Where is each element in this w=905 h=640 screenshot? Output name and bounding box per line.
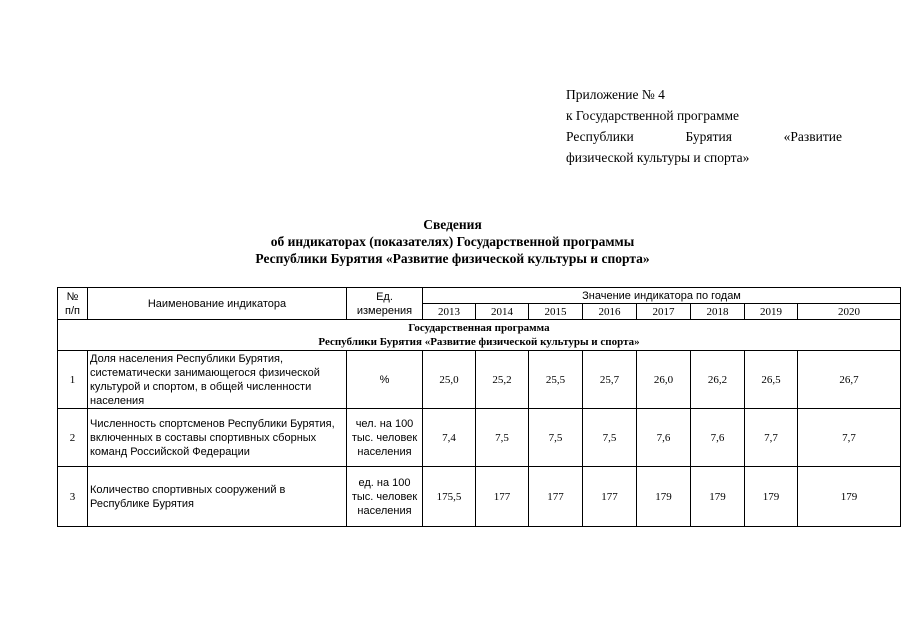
row-number: 1 (58, 351, 88, 409)
value-cell: 26,0 (637, 351, 691, 409)
value-cell: 177 (476, 467, 529, 527)
appendix-program-name: физической культуры и спорта» (566, 150, 750, 165)
value-cell: 179 (798, 467, 901, 527)
year-cell: 2019 (745, 304, 798, 320)
year-cell: 2015 (529, 304, 583, 320)
value-cell: 26,2 (691, 351, 745, 409)
value-cell: 179 (637, 467, 691, 527)
indicator-name: Численность спортсменов Республики Бурятия, включенных в составы спортивных сборных команд Российской Федерации (88, 409, 347, 467)
value-cell: 179 (691, 467, 745, 527)
value-cell: 7,6 (691, 409, 745, 467)
program-section-header: Государственная программа Республики Бурятия «Развитие физической культуры и спорта» (58, 320, 901, 351)
header-unit: Ед. измерения (347, 288, 423, 320)
year-cell: 2017 (637, 304, 691, 320)
appendix-reference: к Государственной программе (566, 108, 740, 123)
table-row (58, 467, 901, 527)
header-indicator-name: Наименование индикатора (88, 288, 347, 320)
value-cell: 25,7 (583, 351, 637, 409)
value-cell: 175,5 (423, 467, 476, 527)
year-cell: 2020 (798, 304, 901, 320)
indicator-unit: % (347, 351, 423, 409)
row-number: 2 (58, 409, 88, 467)
document-title (0, 216, 905, 267)
appendix-number: Приложение № 4 (566, 87, 665, 102)
indicator-name: Доля населения Республики Бурятия, систематически занимающегося физической культурой и спортом, в общей численности населения (88, 351, 347, 409)
value-cell: 7,5 (476, 409, 529, 467)
value-cell: 179 (745, 467, 798, 527)
indicators-table (57, 287, 901, 527)
value-cell: 25,5 (529, 351, 583, 409)
header-num: № п/п (58, 288, 88, 320)
value-cell: 25,0 (423, 351, 476, 409)
value-cell: 177 (583, 467, 637, 527)
header-row (58, 288, 901, 304)
appendix-program-line (566, 126, 842, 147)
year-cell: 2018 (691, 304, 745, 320)
program-row (58, 320, 901, 351)
value-cell: 177 (529, 467, 583, 527)
title-line: Сведения (423, 217, 482, 232)
value-cell: 26,5 (745, 351, 798, 409)
title-line: Республики Бурятия «Развитие физической культуры и спорта» (255, 251, 650, 266)
indicator-unit: чел. на 100 тыс. человек населения (347, 409, 423, 467)
value-cell: 7,4 (423, 409, 476, 467)
year-cell: 2016 (583, 304, 637, 320)
value-cell: 7,7 (798, 409, 901, 467)
indicator-unit: ед. на 100 тыс. человек населения (347, 467, 423, 527)
year-cell: 2014 (476, 304, 529, 320)
value-cell: 26,7 (798, 351, 901, 409)
appendix-word: Бурятия (685, 129, 732, 144)
value-cell: 7,6 (637, 409, 691, 467)
appendix-note (566, 84, 842, 168)
header-values-by-year: Значение индикатора по годам (423, 288, 901, 304)
year-cell: 2013 (423, 304, 476, 320)
title-line: об индикаторах (показателях) Государственной программы (270, 234, 635, 249)
appendix-word: «Развитие (783, 129, 842, 144)
appendix-word: Республики (566, 129, 634, 144)
table-row (58, 409, 901, 467)
indicator-name: Количество спортивных сооружений в Республике Бурятия (88, 467, 347, 527)
value-cell: 25,2 (476, 351, 529, 409)
row-number: 3 (58, 467, 88, 527)
value-cell: 7,5 (529, 409, 583, 467)
table-row (58, 351, 901, 409)
value-cell: 7,7 (745, 409, 798, 467)
value-cell: 7,5 (583, 409, 637, 467)
